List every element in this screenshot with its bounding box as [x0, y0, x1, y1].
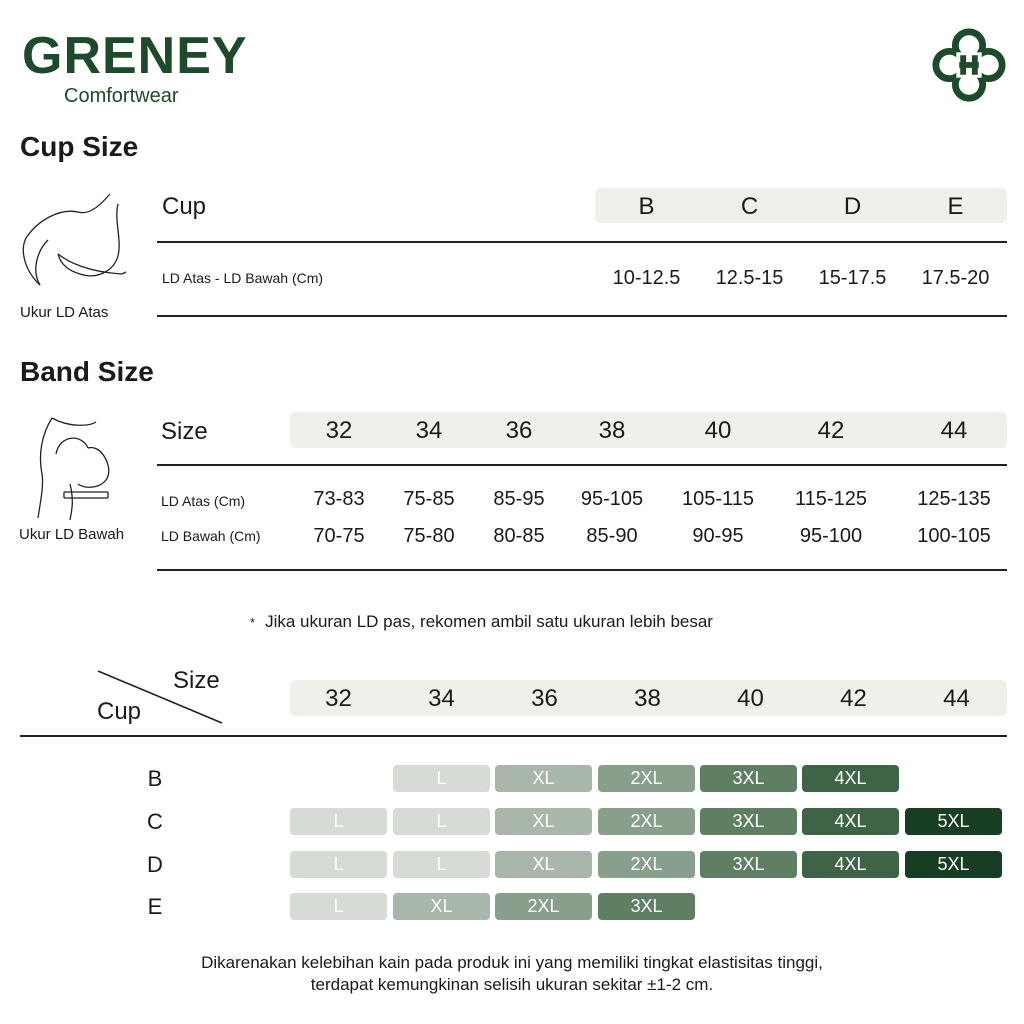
band-value-cell: 95-100	[799, 525, 863, 547]
matrix-corner-size: Size	[173, 667, 220, 694]
band-value-cell: 125-135	[917, 488, 991, 510]
cup-values-row	[595, 267, 1007, 290]
underbust-measure-figure-icon	[30, 414, 120, 522]
size-chip: XL	[393, 893, 490, 920]
cup-header-cell: B	[638, 193, 655, 220]
matrix-row-cup-label: E	[147, 894, 163, 919]
size-chip: 2XL	[495, 893, 592, 920]
size-chip: L	[393, 765, 490, 792]
band-row1	[293, 488, 1023, 511]
cup-figure-label: Ukur LD Atas	[20, 304, 109, 321]
size-chip: XL	[495, 808, 592, 835]
size-chip: 5XL	[905, 808, 1002, 835]
note-text: Jika ukuran LD pas, rekomen ambil satu ukuran lebih besar	[265, 612, 713, 631]
band-header-cell: 38	[598, 417, 626, 444]
matrix-header-cell: 32	[325, 685, 352, 712]
band-figure-label: Ukur LD Bawah	[19, 526, 125, 543]
cup-value-cell: 17.5-20	[921, 267, 990, 289]
size-chip: 5XL	[905, 851, 1002, 878]
size-chip: XL	[495, 851, 592, 878]
cup-row-label: LD Atas - LD Bawah (Cm)	[162, 270, 324, 286]
band-header-cell: 44	[940, 417, 968, 444]
cup-value-cell: 12.5-15	[715, 267, 784, 289]
cup-value-cell: 10-12.5	[612, 267, 681, 289]
matrix-header-cell: 34	[428, 685, 455, 712]
size-chip: L	[290, 808, 387, 835]
band-header-cell: 42	[817, 417, 845, 444]
matrix-row-cup-label: B	[147, 766, 163, 791]
band-row2-label: LD Bawah (Cm)	[161, 528, 261, 544]
band-value-cell: 105-115	[682, 488, 754, 510]
band-value-cell: 115-125	[795, 488, 867, 510]
size-chip: L	[290, 851, 387, 878]
band-value-cell: 100-105	[917, 525, 991, 547]
cup-header-row	[595, 188, 1007, 223]
size-chip: XL	[495, 765, 592, 792]
band-size-title: Band Size	[20, 356, 154, 387]
matrix-header-row	[287, 680, 1008, 716]
size-note	[250, 612, 713, 632]
size-chip: 3XL	[700, 851, 797, 878]
band-header-cell: 34	[415, 417, 443, 444]
matrix-header-cell: 44	[943, 685, 970, 712]
size-chip: 4XL	[802, 765, 899, 792]
size-chip: 3XL	[598, 893, 695, 920]
cup-header-cell: D	[843, 193, 862, 220]
band-row1-label: LD Atas (Cm)	[161, 493, 246, 509]
size-chip: 3XL	[700, 765, 797, 792]
band-value-cell: 85-95	[493, 488, 545, 510]
matrix-header-cell: 38	[634, 685, 661, 712]
band-header-cell: 40	[704, 417, 732, 444]
band-value-cell: 73-83	[313, 488, 365, 510]
size-chip: 2XL	[598, 765, 695, 792]
band-header-row	[293, 412, 1023, 448]
band-header-label: Size	[161, 418, 208, 445]
brand-name: GRENEY	[22, 27, 248, 85]
band-value-cell: 80-85	[493, 525, 545, 547]
matrix-header-cell: 42	[840, 685, 867, 712]
cup-header-label: Cup	[162, 193, 207, 220]
cup-size-title: Cup Size	[20, 131, 139, 162]
size-chip: 3XL	[700, 808, 797, 835]
matrix-row-cup-label: C	[147, 809, 163, 834]
footer-line-1: Dikarenakan kelebihan kain pada produk ini yang memiliki tingkat elastisitas tinggi,	[201, 953, 823, 972]
bust-measure-figure-icon	[18, 190, 128, 295]
divider	[20, 735, 1007, 737]
matrix-corner-cup: Cup	[97, 698, 142, 725]
size-chip: L	[393, 808, 490, 835]
cup-header-cell: E	[947, 193, 964, 220]
matrix-header-cell: 40	[737, 685, 764, 712]
band-value-cell: 75-85	[403, 488, 455, 510]
cup-header-cell: C	[740, 193, 759, 220]
note-star: *	[250, 615, 256, 630]
size-chip: L	[393, 851, 490, 878]
size-chip: 4XL	[802, 808, 899, 835]
band-value-cell: 95-105	[580, 488, 644, 510]
band-value-cell: 70-75	[313, 525, 365, 547]
cup-value-cell: 15-17.5	[818, 267, 887, 289]
size-chip: 4XL	[802, 851, 899, 878]
band-value-cell: 75-80	[403, 525, 455, 547]
band-header-cell: 32	[325, 417, 353, 444]
divider	[157, 315, 1007, 317]
band-header-cell: 36	[505, 417, 533, 444]
size-chip: 2XL	[598, 851, 695, 878]
band-value-cell: 90-95	[692, 525, 744, 547]
divider	[157, 241, 1007, 243]
footer-line-2: terdapat kemungkinan selisih ukuran sekitar ±1-2 cm.	[310, 975, 714, 994]
brand-logo-icon	[930, 26, 1008, 104]
band-value-cell: 85-90	[586, 525, 638, 547]
brand-subtitle: Comfortwear	[64, 85, 179, 107]
matrix-corner-diagonal	[96, 669, 224, 725]
size-chip: L	[290, 893, 387, 920]
matrix-row-cup-label: D	[147, 852, 163, 877]
divider	[157, 464, 1007, 466]
matrix-header-cell: 36	[531, 685, 558, 712]
band-row2	[293, 525, 1023, 548]
size-chip: 2XL	[598, 808, 695, 835]
footer-note	[0, 952, 1024, 996]
divider	[157, 569, 1007, 571]
